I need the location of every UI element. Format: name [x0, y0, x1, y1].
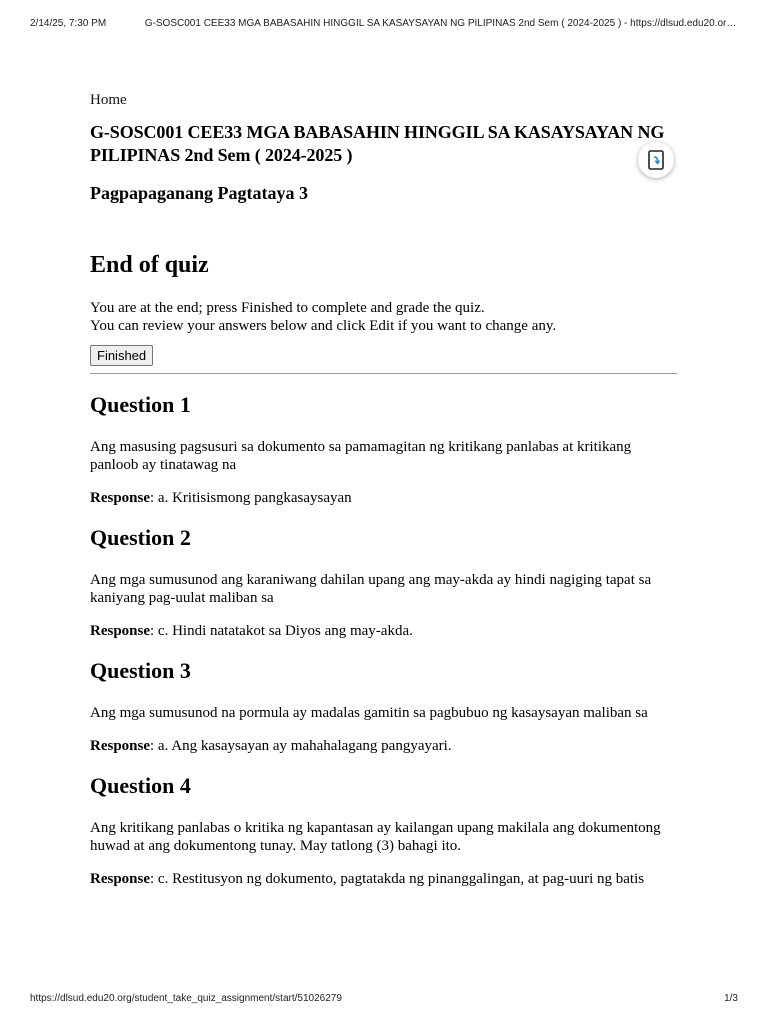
response-label: Response [90, 623, 151, 639]
question-text: Ang kritikang panlabas o kritika ng kapantasan ay kailangan upang makilala ang dokumentong huwad at ang dokumentong tunay. May tatlong (3) bahagi ito. [90, 820, 661, 854]
print-footer [30, 993, 738, 1004]
question-heading: Question 4 [90, 773, 191, 798]
question-4 [90, 773, 678, 888]
question-heading: Question 2 [90, 525, 191, 550]
response-label: Response [90, 490, 151, 506]
print-datetime: 2/14/25, 7:30 PM [30, 18, 107, 29]
question-3 [90, 658, 678, 755]
instructions-line-1: You are at the end; press Finished to complete and grade the quiz. [90, 300, 485, 316]
finished-button[interactable]: Finished [90, 345, 153, 366]
instructions-line-2: You can review your answers below and click Edit if you want to change any. [90, 318, 557, 334]
print-page-title: G-SOSC001 CEE33 MGA BABASAHIN HINGGIL SA KASAYSAYAN NG PILIPINAS 2nd Sem ( 2024-2025 ) - https://dlsud.edu20.or… [144, 18, 737, 29]
breadcrumb-home[interactable]: Home [90, 92, 127, 108]
response-value: : a. Ang kasaysayan ay mahahalagang pangyayari. [150, 738, 452, 754]
question-1 [90, 392, 678, 507]
question-response [90, 871, 678, 888]
response-value: : a. Kritisismong pangkasaysayan [150, 490, 352, 506]
response-value: : c. Restitusyon ng dokumento, pagtatakda ng pinanggalingan, at pag-uuri ng batis [150, 871, 645, 887]
course-title: G-SOSC001 CEE33 MGA BABASAHIN HINGGIL SA KASAYSAYAN NG PILIPINAS 2nd Sem ( 2024-2025 ) [90, 122, 665, 165]
question-text: Ang masusing pagsusuri sa dokumento sa pamamagitan ng kritikang panlabas at kritikang panloob ay tinatawag na [90, 439, 632, 473]
question-2 [90, 525, 678, 640]
assignment-title: Pagpapaganang Pagtataya 3 [90, 183, 309, 203]
print-header [30, 18, 740, 29]
divider [90, 373, 677, 374]
question-response [90, 623, 678, 640]
question-text: Ang mga sumusunod na pormula ay madalas gamitin sa pagbubuo ng kasaysayan maliban sa [90, 705, 648, 721]
page-number: 1/3 [724, 993, 738, 1004]
response-label: Response [90, 871, 151, 887]
question-text: Ang mga sumusunod ang karaniwang dahilan upang ang may-akda ay hindi nagiging tapat sa kaniyang pag-uulat maliban sa [90, 572, 652, 606]
question-response [90, 490, 678, 507]
quiz-instructions [90, 299, 678, 335]
end-of-quiz-heading: End of quiz [90, 252, 209, 278]
question-response [90, 738, 678, 755]
response-label: Response [90, 738, 151, 754]
main-content [90, 92, 678, 888]
print-url: https://dlsud.edu20.org/student_take_quiz_assignment/start/51026279 [30, 993, 342, 1004]
response-value: : c. Hindi natatakot sa Diyos ang may-akda. [150, 623, 413, 639]
question-heading: Question 3 [90, 658, 191, 683]
question-heading: Question 1 [90, 392, 191, 417]
